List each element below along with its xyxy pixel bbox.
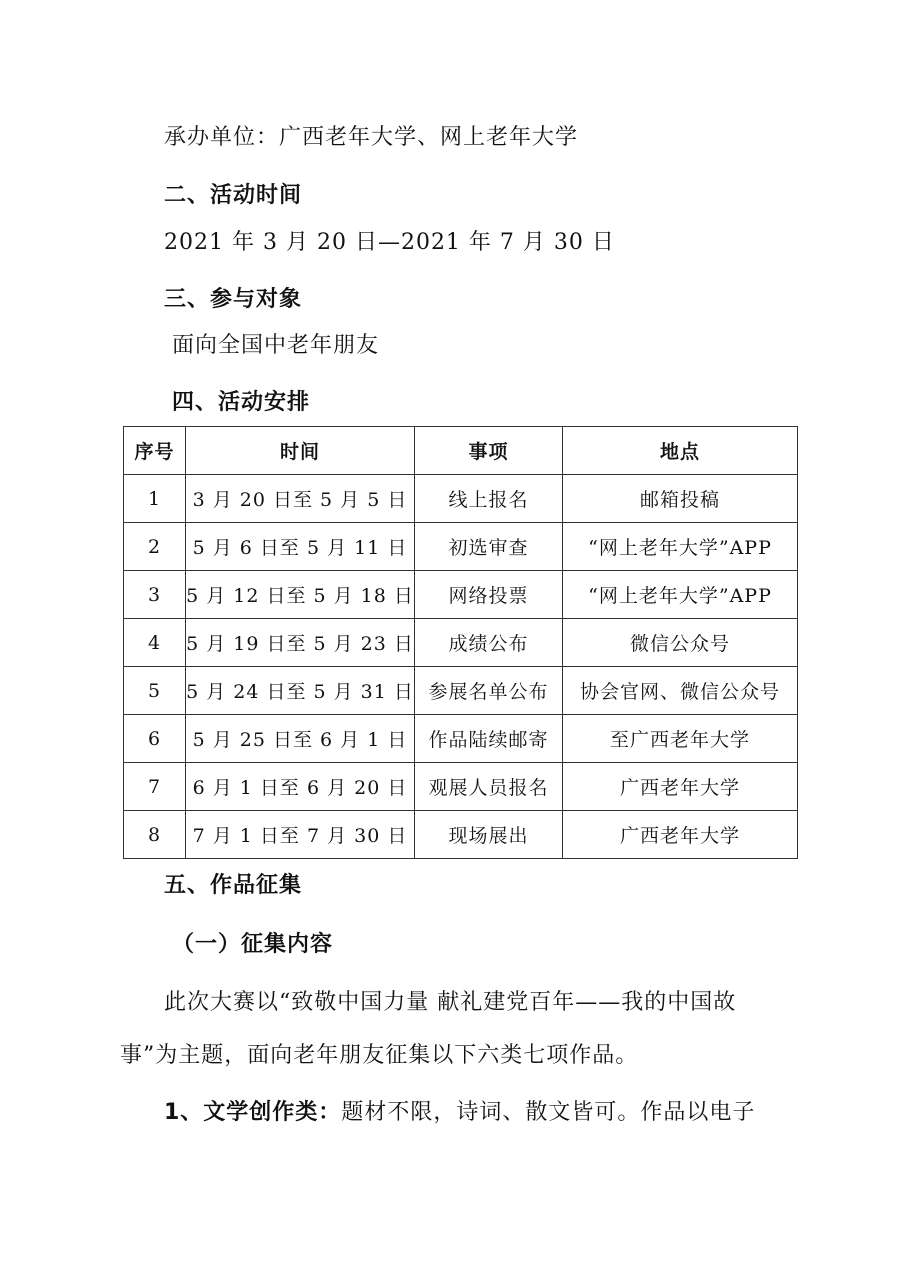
header-location: 地点: [563, 427, 798, 475]
section-heading-time: 二、活动时间: [164, 183, 303, 208]
cell-index: 1: [124, 475, 186, 523]
cell-item: 成绩公布: [415, 619, 563, 667]
table-row: [124, 763, 798, 811]
cell-time: 5 月 6 日至 5 月 11 日: [186, 523, 415, 571]
cell-item: 现场展出: [415, 811, 563, 859]
cell-item: 参展名单公布: [415, 667, 563, 715]
literature-item-label: 1、文学创作类：: [164, 1100, 342, 1125]
participants-text: 面向全国中老年朋友: [172, 333, 380, 358]
literature-item-text: 题材不限，诗词、散文皆可。作品以电子: [341, 1100, 756, 1125]
table-row: [124, 667, 798, 715]
cell-time: 5 月 19 日至 5 月 23 日: [186, 619, 415, 667]
cell-item: 作品陆续邮寄: [415, 715, 563, 763]
cell-location: “网上老年大学”APP: [563, 523, 798, 571]
table-row: [124, 811, 798, 859]
cell-item: 网络投票: [415, 571, 563, 619]
cell-item: 线上报名: [415, 475, 563, 523]
cell-index: 8: [124, 811, 186, 859]
cell-index: 3: [124, 571, 186, 619]
table-row: [124, 715, 798, 763]
cell-time: 5 月 12 日至 5 月 18 日: [186, 571, 415, 619]
table-row: [124, 523, 798, 571]
cell-location: 至广西老年大学: [563, 715, 798, 763]
theme-paragraph-line-2: 事”为主题，面向老年朋友征集以下六类七项作品。: [120, 1043, 639, 1068]
cell-location: 微信公众号: [563, 619, 798, 667]
cell-time: 6 月 1 日至 6 月 20 日: [186, 763, 415, 811]
cell-location: 广西老年大学: [563, 763, 798, 811]
activity-time-text: 2021 年 3 月 20 日—2021 年 7 月 30 日: [164, 230, 615, 255]
table-header-row: [124, 427, 798, 475]
cell-index: 4: [124, 619, 186, 667]
cell-location: 邮箱投稿: [563, 475, 798, 523]
section-heading-participants: 三、参与对象: [164, 287, 303, 312]
cell-time: 7 月 1 日至 7 月 30 日: [186, 811, 415, 859]
cell-time: 5 月 24 日至 5 月 31 日: [186, 667, 415, 715]
section-heading-collection: 五、作品征集: [164, 873, 303, 898]
theme-paragraph-line-1: 此次大赛以“致敬中国力量 献礼建党百年——我的中国故: [164, 990, 737, 1015]
table-row: [124, 619, 798, 667]
header-index: 序号: [124, 427, 186, 475]
cell-index: 5: [124, 667, 186, 715]
section-heading-schedule: 四、活动安排: [172, 390, 311, 415]
cell-index: 2: [124, 523, 186, 571]
header-time: 时间: [186, 427, 415, 475]
cell-location: 广西老年大学: [563, 811, 798, 859]
schedule-table: [123, 426, 798, 859]
header-item: 事项: [415, 427, 563, 475]
table-row: [124, 571, 798, 619]
cell-location: 协会官网、微信公众号: [563, 667, 798, 715]
cell-item: 初选审查: [415, 523, 563, 571]
cell-item: 观展人员报名: [415, 763, 563, 811]
cell-time: 5 月 25 日至 6 月 1 日: [186, 715, 415, 763]
cell-index: 7: [124, 763, 186, 811]
cell-time: 3 月 20 日至 5 月 5 日: [186, 475, 415, 523]
subsection-heading-content: （一）征集内容: [172, 932, 334, 957]
table-row: [124, 475, 798, 523]
literature-item: [164, 1095, 755, 1126]
organizer-line: 承办单位：广西老年大学、网上老年大学: [164, 125, 579, 150]
cell-location: “网上老年大学”APP: [563, 571, 798, 619]
cell-index: 6: [124, 715, 186, 763]
